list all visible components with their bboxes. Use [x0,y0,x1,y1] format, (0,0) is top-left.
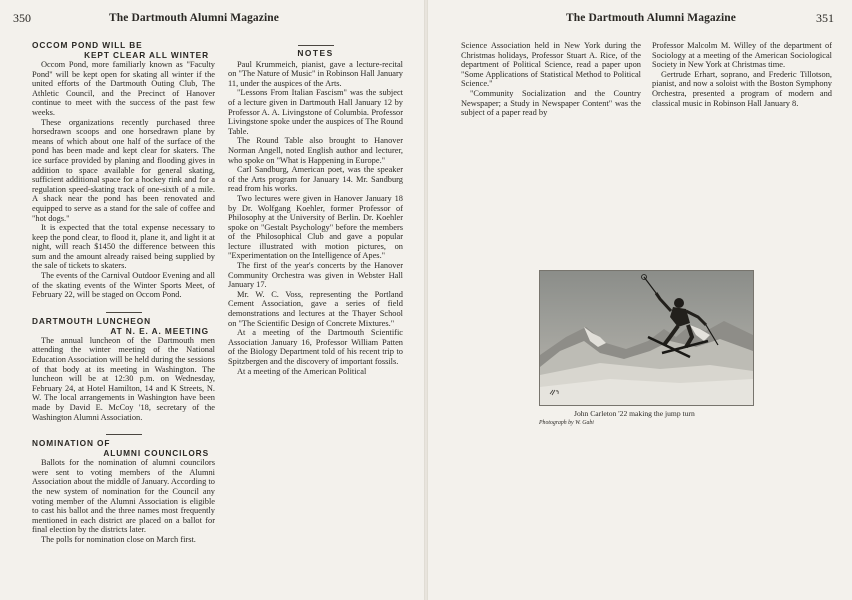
photo-credit: Photograph by W. Gabi [539,420,594,426]
right-column-2 [652,41,832,141]
notes-paragraph: The Round Table also brought to Hanover Norman Angell, noted English author and lecturer, who spoke on "What is Happening in Europe." [228,136,403,165]
notes-heading: NOTES [297,48,334,58]
right-column-1 [461,41,641,141]
right-paragraph: Gertrude Erhart, soprano, and Frederic Tillotson, pianist, and now a soloist with the Boston Symphony Orchestra, presented a program of modern and classical music in Robinson Hall January 8. [652,69,832,108]
right-paragraph: Science Association held in New York during the Christmas holidays, Professor Stuart A. Rice, of the department of Political Science, read a paper upon "Some Applications of Statistical Method to Political Science." [461,41,641,89]
right-paragraph: Professor Malcolm M. Willey of the department of Sociology at a meeting of the American Sociological Society in New York at Christmas time. [652,41,832,70]
notes-paragraph: Two lectures were given in Hanover January 18 by Dr. Wolfgang Koehler, former Professor of Philosophy at the University of Berlin. Dr. Koehler spoke on "Gestalt Psychology" before the members of the Philosophical Club and gave a popular lecture illustrated with motion pictures, on "Experimentation on the Intelligence of Apes." [228,193,403,261]
section-divider [106,434,142,435]
left-column-2 [228,43,403,545]
notes-paragraph: "Lessons From Italian Fascism" was the subject of a lecture given in Dartmouth Hall January 12 by Professor A. A. Livingstone of Columbia. Professor Livingstone spoke under the auspices of The Round Table. [228,88,403,136]
occom-paragraph: These organizations recently purchased three horsedrawn scoops and one horsedrawn plane by means of which about one half of the surface of the pond has been made and kept clear for skaters. The ice surface provided by planing and flooding gives in addition to space available for general skating, sufficient additional space for a hockey rink and for a regulation speed-skating track of one-sixth of a mile. A shack near the pond has been renovated and equipped to serve as a stand for the sale of coffee and "hot dogs." [32,117,215,223]
notes-paragraph: Mr. W. C. Voss, representing the Portland Cement Association, gave a series of field demonstrations and lectures at the Thayer School on "The Scientific Design of Concrete Mixtures." [228,289,403,328]
occom-paragraph: The events of the Carnival Outdoor Evening and all of the skating events of the Winter Sports Meet, of February 22, will be staged on Occom Pond. [32,271,215,300]
nomination-paragraph: The polls for nomination close on March first. [41,534,196,544]
occom-heading: OCCOM POND WILL BE KEPT CLEAR ALL WINTER [32,40,209,60]
running-head-right: The Dartmouth Alumni Magazine [566,12,736,24]
notes-paragraph: The first of the year's concerts by the Hanover Community Orchestra was given in Webster Hall January 17. [228,261,403,290]
notes-paragraph: Paul Krummeich, pianist, gave a lecture-recital on "The Nature of Music" in Robinson Hall January 11, under the auspices of the Arts. [228,59,403,88]
right-page [426,0,852,600]
right-paragraph: "Community Socialization and the Country Newspaper; a Study in Newspaper Content" was the subject of a paper read by [461,88,641,118]
skier-photograph [539,270,754,406]
notes-paragraph: At a meeting of the American Political [237,366,367,376]
page-number-left: 350 [13,11,31,25]
photo-caption: John Carleton '22 making the jump turn [574,409,695,418]
notes-paragraph: Carl Sandburg, American poet, was the speaker of the Arts program for January 14. Mr. Sandburg read from his works. [228,165,403,194]
occom-paragraph: Occom Pond, more familiarly known as "Faculty Pond" will be kept open for skating all winter if the united efforts of the Dartmouth Outing Club, The Athletic Council, and the Precinct of Hanover continue to meet with the success of the past few weeks. [32,60,215,117]
running-head-left: The Dartmouth Alumni Magazine [109,12,279,24]
nomination-paragraph: Ballots for the nomination of alumni councilors were sent to voting members of the Alumni Association about the middle of January. According to the new system of nomination for the Council any voting member of the Alumni Association is eligible to cast his ballot and the three names most frequently mentioned in each district are placed on a ballot for final election by the districts later. [32,458,215,535]
luncheon-paragraph: The annual luncheon of the Dartmouth men attending the winter meeting of the National Education Association will be held during the sessions of that body at its meeting in Washington. The luncheon will be at 12:30 p.m. on Wednesday, February 24, at Hotel Hamilton, 14 and K Streets, N. W. The local arrangements in Washington have been made by David E. McCoy '18, secretary of the Washington Alumni Association. [32,335,215,422]
luncheon-heading: DARTMOUTH LUNCHEON AT N. E. A. MEETING [32,315,209,336]
left-column-1 [32,40,215,545]
occom-paragraph: It is expected that the total expense necessary to keep the pond clear, to flood it, plane it, and light it at night, will reach $1450 the difference between this sum and the amount already raised being supplied by the sale of tickets to skaters. [32,223,215,271]
notes-paragraph: At a meeting of the Dartmouth Scientific Association January 16, Professor William Patten of the Biology Department told of his recent trip to Spitzbergen and the discovery of important fossils. [228,328,403,366]
section-divider [298,45,334,46]
page-number-right: 351 [816,11,834,25]
section-divider [106,312,142,313]
nomination-heading: NOMINATION OF ALUMNI COUNCILORS [32,438,209,459]
skier-photo-illustration [540,271,753,405]
